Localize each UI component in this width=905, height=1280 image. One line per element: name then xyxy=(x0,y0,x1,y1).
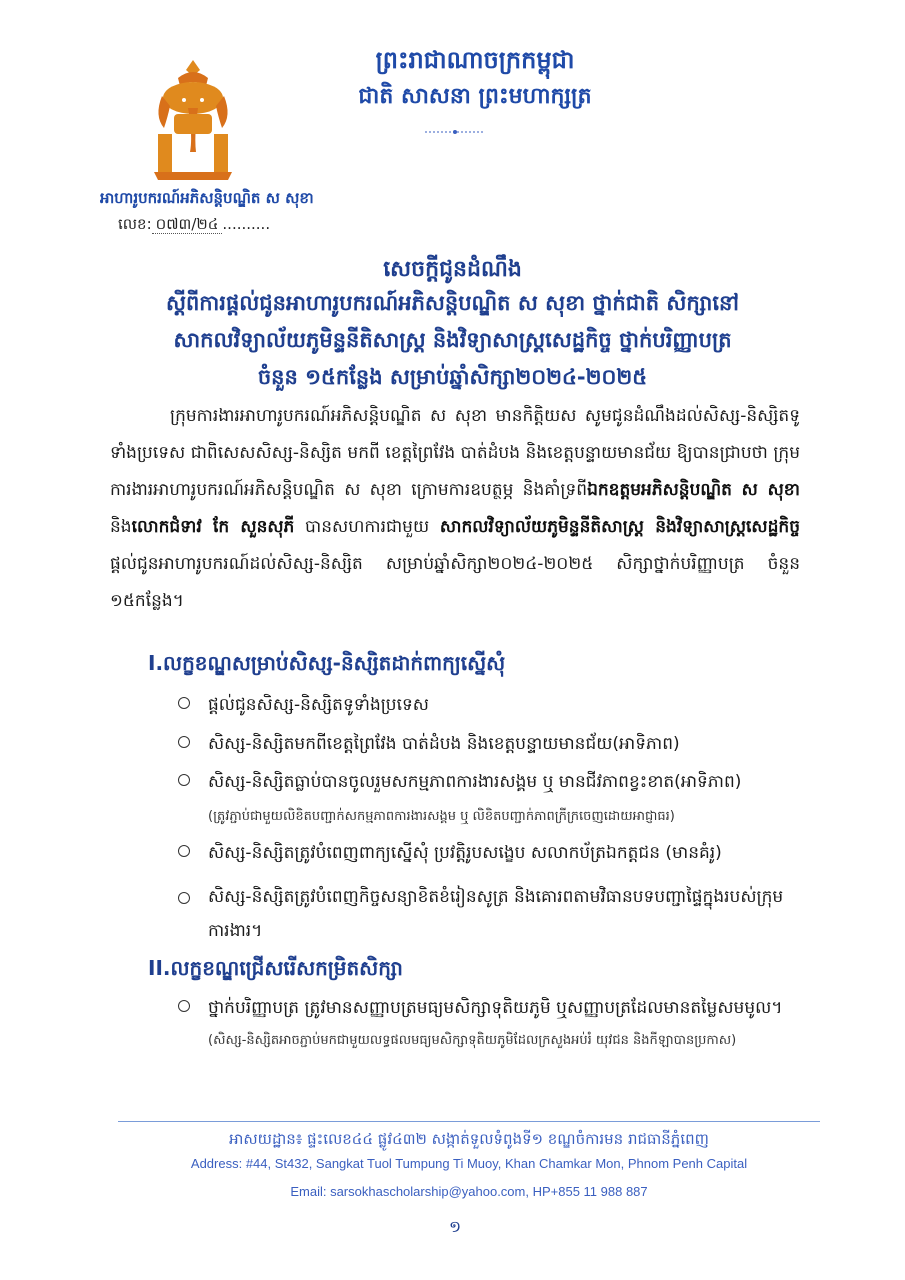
list-item xyxy=(178,771,828,796)
list-item xyxy=(178,997,828,1022)
para-bold-2: លោកជំទាវ កែ សួនសុភី xyxy=(131,517,295,537)
footer-address-english: Address: #44, St432, Sangkat Tuol Tumpung Ti Muoy, Khan Chamkar Mon, Phnom Penh Capital xyxy=(190,1156,748,1171)
footer-contact: Email: sarsokhascholarship@yahoo.com, HP+855 11 988 887 xyxy=(290,1184,648,1199)
notice-subtitle-2: សាកលវិទ្យាល័យភូមិន្ទនីតិសាស្ត្រ និងវិទ្យាសាស្ត្រសេដ្ឋកិច្ច ថ្នាក់បរិញ្ញាបត្រ xyxy=(173,328,732,352)
para-text-3: បានសហការជាមួយ xyxy=(294,517,440,537)
bullet-icon xyxy=(178,1000,190,1012)
notice-title: សេចក្តីជូនដំណឹង xyxy=(383,257,522,282)
para-text-1: ក្រុមការងារអាហារូបករណ៍អភិសន្តិបណ្ឌិត ស សុខា មានកិត្តិយស សូមជូនដំណឹងដល់សិស្ស-និស្សិតទូទាំងប្រទេស ជាពិសេសសិស្ស-និស្សិត មកពី ខេត្តព្រៃវែង បាត់ដំបង និងខេត្តបន្ទាយមានជ័យ ឱ្យបានជ្រាបថា ក្រុមការងារអាហារូបករណ៍អភិសន្តិបណ្ឌិត ស សុខា ក្រោមការឧបត្ថម្ភ និងគាំទ្រពី xyxy=(110,406,800,500)
section-1-note: (ត្រូវភ្ជាប់ជាមួយលិខិតបញ្ជាក់សកម្មភាពការងារសង្គម ឬ លិខិតបញ្ជាក់ភាពក្រីក្រចេញដោយអាជ្ញាធរ) xyxy=(208,809,675,824)
org-logo xyxy=(148,56,238,181)
bullet-icon xyxy=(178,697,190,709)
divider-ornament xyxy=(425,129,485,135)
footer-address-khmer: អាសយដ្ឋាន៖ ផ្ទះលេខ៤៤ ផ្លូវ៤៣២ សង្កាត់ទួលទំពូងទី១ ខណ្ឌចំការមន រាជធានីភ្នំពេញ xyxy=(229,1130,709,1148)
notice-subtitle-3: ចំនួន ១៥កន្លែង សម្រាប់ឆ្នាំសិក្សា២០២៤-២០២៥ xyxy=(257,365,648,389)
bullet-icon xyxy=(178,736,190,748)
reference-number xyxy=(118,215,270,237)
list-item-text: សិស្ស-និស្សិតត្រូវបំពេញពាក្យស្នើសុំ ប្រវត្តិរូបសង្ខេប សលាកប័ត្រឯកត្តជន (មានគំរូ) xyxy=(208,843,722,863)
section-2-note: (សិស្ស-និស្សិតអាចភ្ជាប់មកជាមួយលទ្ធផលមធ្យមសិក្សាទុតិយភូមិដែលក្រសួងអប់រំ យុវជន និងកីឡាបានប្រកាស) xyxy=(208,1033,737,1048)
para-text-4: ផ្តល់ជូនអាហារូបករណ៍ដល់សិស្ស-និស្សិត សម្រាប់ឆ្នាំសិក្សា២០២៤-២០២៥ សិក្សាថ្នាក់បរិញ្ញាបត្រ ចំនួន ១៥កន្លែង។ xyxy=(110,554,800,611)
bullet-icon xyxy=(178,774,190,786)
list-item xyxy=(178,733,828,758)
kingdom-title: ព្រះរាជាណាចក្រកម្ពុជា xyxy=(375,46,575,74)
notice-subtitle-1: ស្តីពីការផ្តល់ជូនអាហារូបករណ៍អភិសន្តិបណ្ឌិត ស សុខា ថ្នាក់ជាតិ សិក្សានៅ xyxy=(165,291,739,315)
bullet-icon xyxy=(178,845,190,857)
intro-paragraph xyxy=(110,398,800,620)
para-text-2: និង xyxy=(110,517,132,537)
list-item-text: ផ្តល់ជូនសិស្ស-និស្សិតទូទាំងប្រទេស xyxy=(208,695,429,715)
footer-divider xyxy=(118,1121,820,1122)
list-item-text: ថ្នាក់បរិញ្ញាបត្រ ត្រូវមានសញ្ញាបត្រមធ្យមសិក្សាទុតិយភូមិ ឬសញ្ញាបត្រដែលមានតម្លៃសមមូល។ xyxy=(208,998,783,1018)
org-name: អាហារូបករណ៍អភិសន្តិបណ្ឌិត ស សុខា xyxy=(100,189,314,207)
section-1-heading: I.លក្ខខណ្ឌសម្រាប់សិស្ស-និស្សិតដាក់ពាក្យស្នើសុំ xyxy=(148,651,506,675)
para-bold-1: ឯកឧត្តមអភិសន្តិបណ្ឌិត ស សុខា xyxy=(587,480,800,500)
list-item xyxy=(178,880,828,948)
list-item-text: សិស្ស-និស្សិតធ្លាប់បានចូលរួមសកម្មភាពការងារសង្គម ឬ មានជីវភាពខ្វះខាត(អាទិភាព) xyxy=(208,772,742,792)
ref-label: លេខ: xyxy=(118,215,152,233)
ref-number: ០៧៣/២៤ xyxy=(152,215,223,234)
list-item-text: សិស្ស-និស្សិតមកពីខេត្តព្រៃវែង បាត់ដំបង និងខេត្តបន្ទាយមានជ័យ(អាទិភាព) xyxy=(208,734,680,754)
list-item xyxy=(178,694,828,719)
para-bold-3: សាកលវិទ្យាល័យភូមិន្ទនីតិសាស្ត្រ និងវិទ្យាសាស្ត្រសេដ្ឋកិច្ច xyxy=(439,517,800,537)
list-item-text: សិស្ស-និស្សិតត្រូវបំពេញកិច្ចសន្យាខិតខំរៀនសូត្រ និងគោរពតាមវិធានបទបញ្ជាផ្ទៃក្នុងរបស់ក្រុមការងារ។ xyxy=(208,887,784,941)
list-item xyxy=(178,842,828,867)
section-2-heading: II.លក្ខខណ្ឌជ្រើសរើសកម្រិតសិក្សា xyxy=(148,956,403,980)
national-motto: ជាតិ សាសនា ព្រះមហាក្សត្រ xyxy=(358,84,592,109)
bullet-icon xyxy=(178,892,190,904)
page-number: ១ xyxy=(448,1217,462,1236)
ref-dots: .......... xyxy=(222,215,271,233)
